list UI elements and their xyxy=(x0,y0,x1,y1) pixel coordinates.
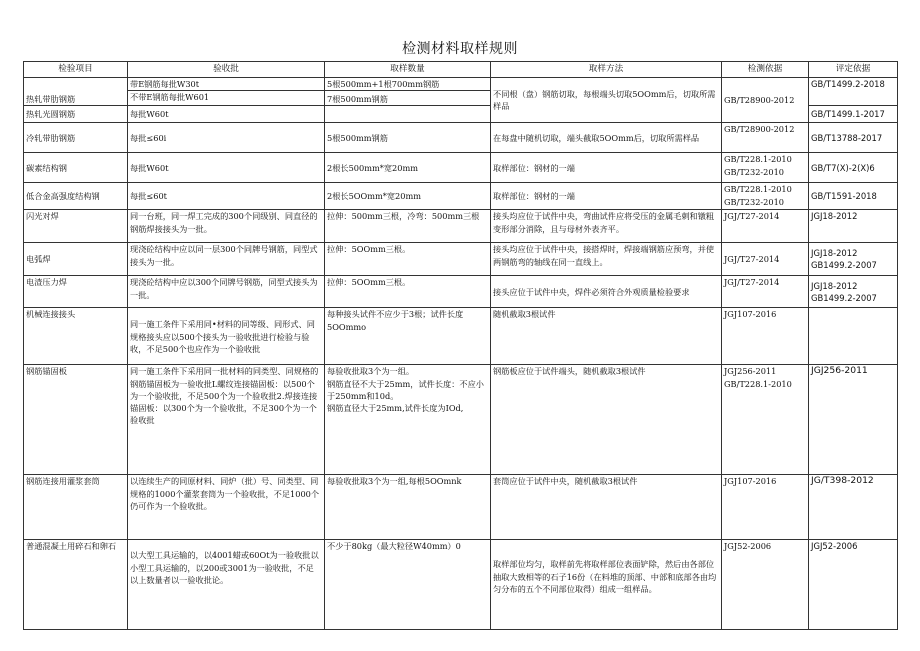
cell-basis: JGJ/T27-2014 xyxy=(722,243,809,276)
cell-item: 碳素结构钢 xyxy=(24,153,128,183)
table-row xyxy=(24,308,898,365)
cell-item: 机械连接接头 xyxy=(24,308,128,365)
header-method: 取样方法 xyxy=(491,62,722,78)
cell-basis: GB/T228.1-2010 GB/T232-2010 xyxy=(722,153,809,183)
table-row xyxy=(24,183,898,210)
header-item: 检验项目 xyxy=(24,62,128,78)
cell-evaluation: GB/T13788-2017 xyxy=(809,123,898,153)
cell-quantity: 拉伸：5OOmm三根。 xyxy=(325,243,491,276)
cell-evaluation: JGJ18-2012 xyxy=(809,210,898,243)
cell-quantity: 每种接头试件不应少于3根；试件长度5OOmmo xyxy=(325,308,491,365)
header-quantity: 取样数量 xyxy=(325,62,491,78)
cell-item: 热轧带肋钢筋 xyxy=(24,78,128,106)
cell-basis: GB/T28900-2012 xyxy=(722,78,809,123)
table-row xyxy=(24,540,898,630)
table-row xyxy=(24,153,898,183)
cell-quantity xyxy=(325,106,491,123)
cell-batch: 现浇砼结构中应以300个同牌号钢筋，同型式接头为一批。 xyxy=(128,276,325,308)
header-basis: 检测依据 xyxy=(722,62,809,78)
cell-batch: 每批W60t xyxy=(128,106,325,123)
cell-basis: JGJ/T27-2014 xyxy=(722,276,809,308)
cell-basis: JGJ/T27-2014 xyxy=(722,210,809,243)
cell-quantity: 2根长500mm*宽20mm xyxy=(325,153,491,183)
cell-evaluation: JGJ52-2006 xyxy=(809,540,898,630)
table-row xyxy=(24,276,898,308)
table-row xyxy=(24,78,898,106)
page-title: 检测材料取样规则 xyxy=(402,41,518,57)
sampling-rules-table xyxy=(23,61,898,630)
cell-item: 普通混凝土用碎石和卵石 xyxy=(24,540,128,630)
cell-batch: 同一施工条件下采用同一批材料的同类型、同规格的钢筋锚固板为一验收批L螺纹连接锚固板：以500个为一个验收批，不足500个为一个验收批2.焊接连接锚固板：以300个为一个验收批，不足300个为一个验收批 xyxy=(128,365,325,475)
cell-quantity: 2根长5OOmm*宽20mm xyxy=(325,183,491,210)
cell-method: 接头均应位于试件中央，接搭焊时，焊接端钢筋应预弯，并使两钢筋弯的轴线在同一直线上。 xyxy=(491,243,722,276)
cell-basis: GB/T228.1-2010 GB/T232-2010 xyxy=(722,183,809,210)
cell-batch: 现浇砼结构中应以同一层300个同牌号钢筋，同型式接头为一批。 xyxy=(128,243,325,276)
cell-basis: JGJ107-2016 xyxy=(722,475,809,540)
cell-evaluation: JG/T398-2012 xyxy=(809,475,898,540)
cell-basis: JGJ52-2006 xyxy=(722,540,809,630)
cell-item: 低合金高强度结构钢 xyxy=(24,183,128,210)
table-row xyxy=(24,123,898,153)
cell-evaluation: GB/T7(X)-2(X)6 xyxy=(809,153,898,183)
cell-batch: 每批W60t xyxy=(128,153,325,183)
cell-quantity: 5根500mm钢筋 xyxy=(325,123,491,153)
cell-batch: 每批≤60i xyxy=(128,123,325,153)
cell-evaluation: JGJ256-2011 xyxy=(809,365,898,475)
cell-item: 电弧焊 xyxy=(24,243,128,276)
header-evaluation: 评定依据 xyxy=(809,62,898,78)
cell-batch: 同一台班，同一焊工完成的300个同级别、同直径的钢筋焊接接头为一批。 xyxy=(128,210,325,243)
cell-basis: GB/T28900-2012 xyxy=(722,123,809,153)
cell-method: 不同根（盘）钢筋切取，每根端头切取5OOmm后，切取所需样品 xyxy=(491,78,722,123)
cell-batch: 每批≤60t xyxy=(128,183,325,210)
cell-item: 钢筋连接用灌浆套筒 xyxy=(24,475,128,540)
cell-batch: 带E钢筋每批W30t 不带E钢筋每批W601 xyxy=(128,78,325,106)
cell-method: 接头应位于试件中央，焊件必须符合外观质量检验要求 xyxy=(491,276,722,308)
cell-evaluation xyxy=(809,308,898,365)
cell-quantity: 拉伸：5OOmm三根。 xyxy=(325,276,491,308)
cell-method: 取样部位均匀，取样前先将取样部位表面铲除，然后由各部位抽取大致相等的石子16份（在料堆的顶部、中部和底部各由均匀分布的五个不同部位取得）组成一组样品。 xyxy=(491,540,722,630)
table-row xyxy=(24,243,898,276)
cell-method: 取样部位：钢材的一端 xyxy=(491,153,722,183)
cell-item: 热轧光圆钢筋 xyxy=(24,106,128,123)
table-row xyxy=(24,365,898,475)
cell-method: 接头均应位于试件中央，弯曲试件应将受压的金属毛刺和镦粗变形部分消除，且与母材外表齐平。 xyxy=(491,210,722,243)
cell-batch: 以连续生产的同原材料、同炉（批）号、同类型、同规格的1000个灌浆套筒为一个验收批，不足1000个仍可作为一个验收批。 xyxy=(128,475,325,540)
cell-item: 钢筋锚固板 xyxy=(24,365,128,475)
table-header-row xyxy=(24,62,898,78)
cell-evaluation: JGJ18-2012 GB1499.2-2007 xyxy=(809,276,898,308)
cell-method: 取样部位：钢材的一端 xyxy=(491,183,722,210)
cell-method: 套筒应位于试件中央，随机截取3根试件 xyxy=(491,475,722,540)
cell-item: 电渣压力焊 xyxy=(24,276,128,308)
cell-batch: 同一施工条件下采用同•材料的同等级、同形式、同规格接头应以500个接头为一验收批进行检验与验收，不足500个也应作为一个验收批 xyxy=(128,308,325,365)
cell-evaluation: GB/T1591-2018 xyxy=(809,183,898,210)
cell-quantity: 每验收批取3个为一组,每根5OOmnk xyxy=(325,475,491,540)
cell-batch: 以大型工具运输的，以4001蜡或60Ot为一验收批以小型工具运输的，以200或3001为一验收批，不足以上数量者以一验收批论。 xyxy=(128,540,325,630)
cell-basis: JGJ107-2016 xyxy=(722,308,809,365)
cell-quantity: 拉伸：500mm三根，冷弯：500mm三根 xyxy=(325,210,491,243)
header-batch: 验收批 xyxy=(128,62,325,78)
cell-quantity: 5根500mm+1根700mm钢筋 7根500mm钢筋 xyxy=(325,78,491,106)
cell-evaluation: GB/T1499.1-2017 xyxy=(809,106,898,123)
cell-method: 随机截取3根试件 xyxy=(491,308,722,365)
cell-method: 在每盘中随机切取，端头截取5OOmm后，切取所需样品 xyxy=(491,123,722,153)
cell-method: 钢筋板应位于试件端头，随机截取3根试件 xyxy=(491,365,722,475)
table-row xyxy=(24,475,898,540)
cell-evaluation: GB/T1499.2-2018 xyxy=(809,78,898,106)
cell-item: 闪光对焊 xyxy=(24,210,128,243)
cell-quantity: 每验收批取3个为一组。 钢筋直径不大于25mm，试件长度：不应小于250mm和10d。 钢筋直径大于25mm,试件长度为IOd, xyxy=(325,365,491,475)
cell-item: 冷轧带肋钢筋 xyxy=(24,123,128,153)
cell-basis: JGJ256-2011 GB/T228.1-2010 xyxy=(722,365,809,475)
table-row xyxy=(24,210,898,243)
cell-quantity: 不少于80kg（最大粒径W40mm）0 xyxy=(325,540,491,630)
cell-evaluation: JGJ18-2012 GB1499.2-2007 xyxy=(809,243,898,276)
